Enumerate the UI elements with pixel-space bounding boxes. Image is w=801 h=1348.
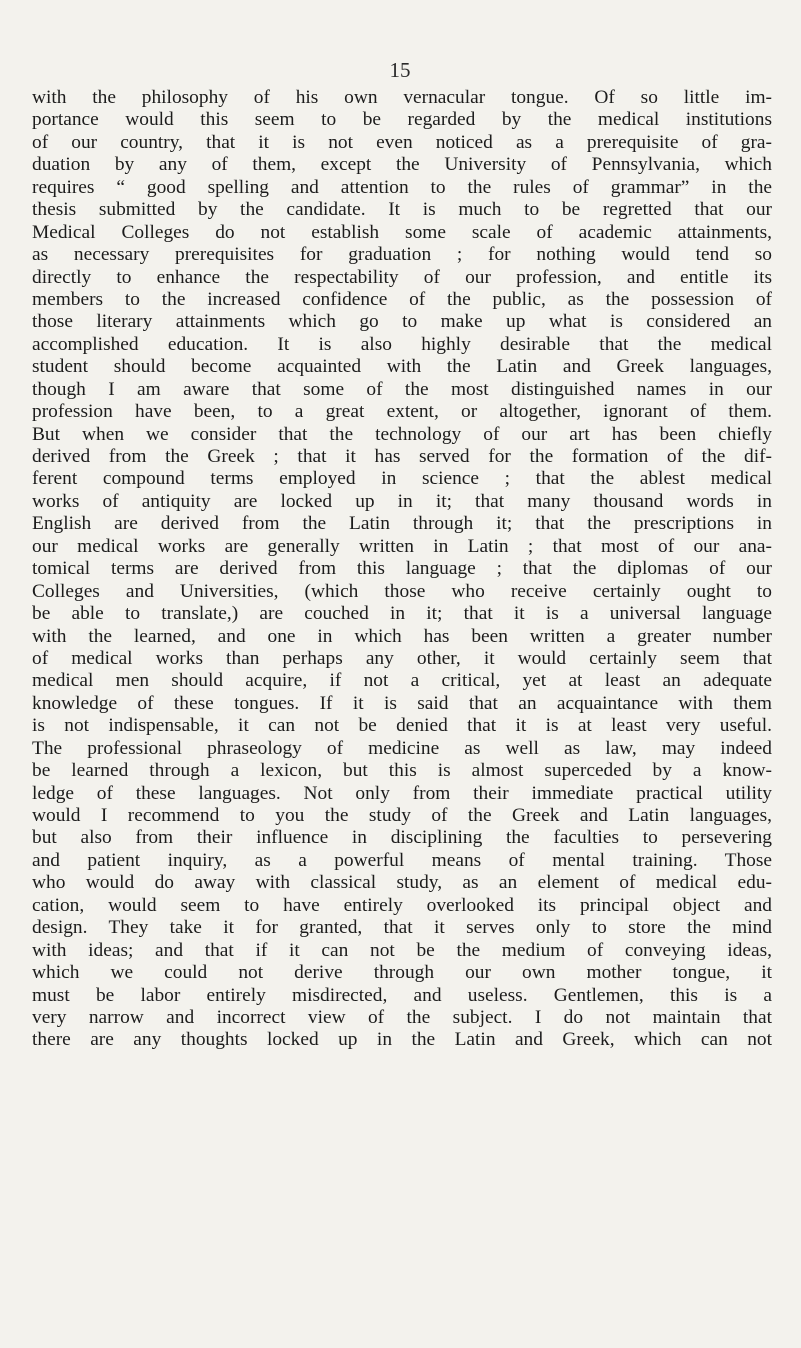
text-line: medical men should acquire, if not a critical, yet at least an adequate [32,670,772,692]
text-line: but also from their influence in disciplining the faculties to persevering [32,827,772,849]
text-line: which we could not derive through our own mother tongue, it [32,962,772,984]
text-line: with the philosophy of his own vernacular tongue. Of so little im- [32,87,772,108]
text-line: English are derived from the Latin through it; that the prescriptions in [32,513,772,535]
text-line: requires “ good spelling and attention to the rules of grammar” in the [32,176,772,198]
text-line: thesis submitted by the candidate. It is much to be regretted that our [32,199,772,221]
text-line: must be labor entirely misdirected, and useless. Gentlemen, this is a [32,984,772,1006]
text-line: of medical works than perhaps any other, it would certainly seem that [32,647,772,669]
text-line: cation, would seem to have entirely overlooked its principal object and [32,894,772,916]
text-line: The professional phraseology of medicine as well as law, may indeed [32,737,772,759]
text-line: those literary attainments which go to make up what is considered an [32,311,772,333]
text-line: knowledge of these tongues. If it is said that an acquaintance with them [32,692,772,714]
text-line: derived from the Greek ; that it has served for the formation of the dif- [32,446,772,467]
text-line: is not indispensable, it can not be denied that it is at least very useful. [32,715,772,737]
text-line: works of antiquity are locked up in it; that many thousand words in [32,490,772,512]
text-line: would I recommend to you the study of the Greek and Latin languages, [32,805,772,826]
text-line: But when we consider that the technology of our art has been chiefly [32,423,772,445]
text-line: portance would this seem to be regarded by the medical institutions [32,109,772,131]
text-line: Medical Colleges do not establish some scale of academic attainments, [32,221,772,243]
page-number: 15 [389,58,411,82]
text-line: be learned through a lexicon, but this is almost superceded by a know- [32,760,772,782]
text-line: our medical works are generally written in Latin ; that most of our ana- [32,535,772,557]
text-line: who would do away with classical study, as an element of medical edu- [32,872,772,894]
text-line: ledge of these languages. Not only from their immediate practical utility [32,782,772,804]
text-line: student should become acquainted with the Latin and Greek languages, [32,356,772,378]
text-line: members to the increased confidence of the public, as the possession of [32,288,772,310]
text-line: there are any thoughts locked up in the Latin and Greek, which can not [32,1029,772,1051]
text-line: design. They take it for granted, that it serves only to store the mind [32,917,772,939]
text-line: directly to enhance the respectability of our profession, and entitle its [32,266,772,288]
text-line: of our country, that it is not even noticed as a prerequisite of gra- [32,131,772,153]
text-line: as necessary prerequisites for graduation ; for nothing would tend so [32,244,772,266]
text-line: with the learned, and one in which has been written a greater number [32,625,772,647]
text-line: be able to translate,) are couched in it; that it is a universal language [32,603,772,625]
text-line: ferent compound terms employed in science ; that the ablest medical [32,468,772,490]
text-line: accomplished education. It is also highly desirable that the medical [32,333,772,355]
text-line: and patient inquiry, as a powerful means of mental training. Those [32,849,772,871]
text-line: Colleges and Universities, (which those who receive certainly ought to [32,580,772,602]
text-line: profession have been, to a great extent, or altogether, ignorant of them. [32,401,772,423]
text-line: very narrow and incorrect view of the subject. I do not maintain that [32,1006,772,1028]
text-line: duation by any of them, except the University of Pennsylvania, which [32,154,772,176]
text-line: tomical terms are derived from this language ; that the diplomas of our [32,558,772,580]
text-line: though I am aware that some of the most distinguished names in our [32,378,772,400]
body-text [32,87,772,1052]
text-line: with ideas; and that if it can not be the medium of conveying ideas, [32,939,772,961]
